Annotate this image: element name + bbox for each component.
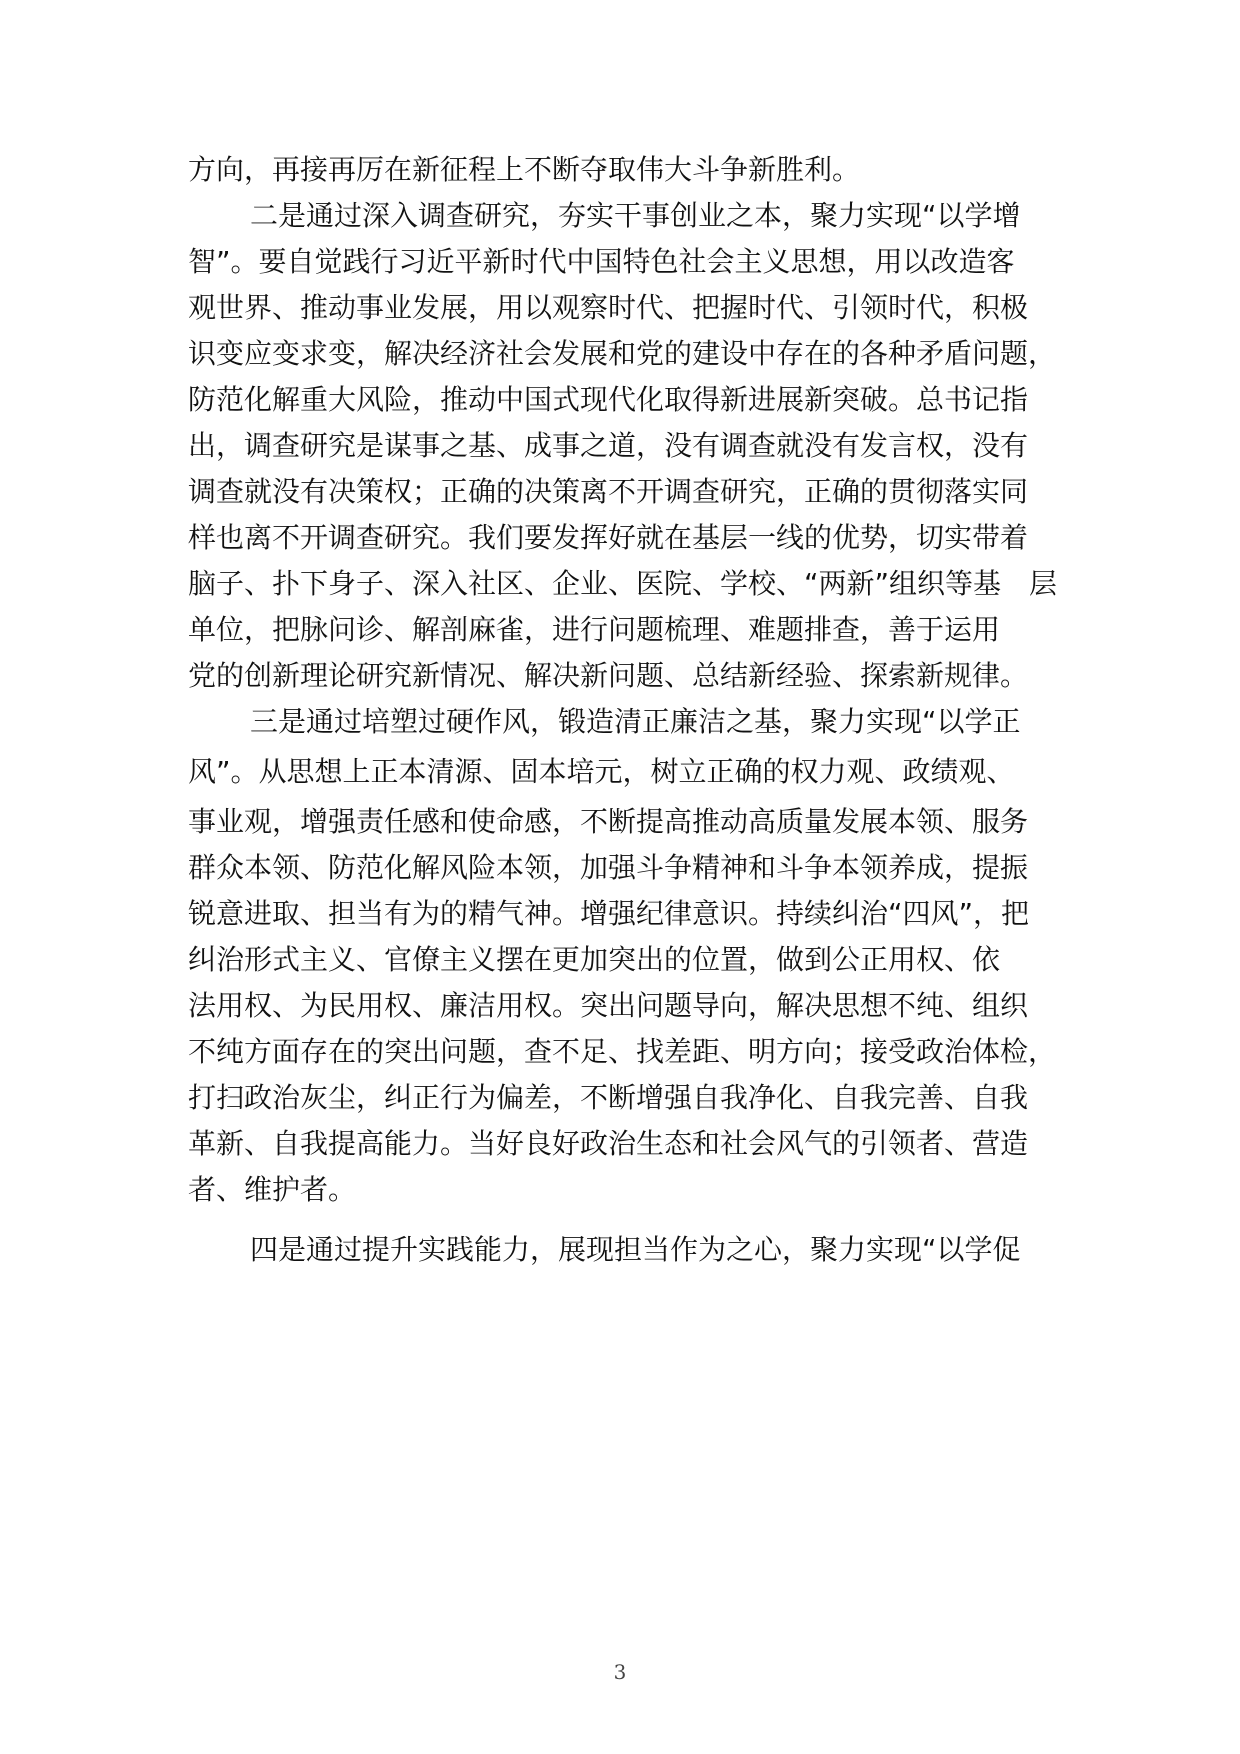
text-line: 党的创新理论研究新情况、解决新问题、总结新经验、探索新规律。 — [188, 659, 1029, 692]
text-line: 事业观，增强责任感和使命感，不断提高推动高质量发展本领、服务 — [188, 805, 1029, 838]
text-line: 防范化解重大风险，推动中国式现代化取得新进展新突破。总书记指 — [188, 383, 1029, 416]
text-line: 群众本领、防范化解风险本领，加强斗争精神和斗争本领养成，提振 — [188, 851, 1029, 884]
text-line: 调查就没有决策权；正确的决策离不开调查研究，正确的贯彻落实同 — [188, 475, 1029, 508]
paragraph-start-line: 四是通过提升实践能力，展现担当作为之心，聚力实现“以学促 — [250, 1233, 1021, 1266]
text-line: 法用权、为民用权、廉洁用权。突出问题导向，解决思想不纯、组织 — [188, 989, 1029, 1022]
text-line: 观世界、推动事业发展，用以观察时代、把握时代、引领时代，积极 — [188, 291, 1029, 324]
text-line: 出，调查研究是谋事之基、成事之道，没有调查就没有发言权，没有 — [188, 429, 1029, 462]
text-line: 革新、自我提高能力。当好良好政治生态和社会风气的引领者、营造 — [188, 1127, 1029, 1160]
text-line: 者、维护者。 — [188, 1173, 357, 1206]
text-line: 打扫政治灰尘，纠正行为偏差，不断增强自我净化、自我完善、自我 — [188, 1081, 1029, 1114]
text-line: 样也离不开调查研究。我们要发挥好就在基层一线的优势，切实带着 — [188, 521, 1029, 554]
paragraph-start-line: 三是通过培塑过硬作风，锻造清正廉洁之基，聚力实现“以学正 — [250, 705, 1021, 738]
text-line: 方向，再接再厉在新征程上不断夺取伟大斗争新胜利。 — [188, 153, 861, 186]
text-line: 纠治形式主义、官僚主义摆在更加突出的位置，做到公正用权、依 — [188, 943, 1001, 976]
page-number: 3 — [613, 1660, 627, 1684]
text-line: 锐意进取、担当有为的精气神。增强纪律意识。持续纠治“四风”，把 — [188, 897, 1030, 930]
text-line: 单位，把脉问诊、解剖麻雀，进行问题梳理、难题排查，善于运用 — [188, 613, 1001, 646]
text-line: 脑子、扑下身子、深入社区、企业、医院、学校、“两新”组织等基 层 — [188, 567, 1058, 600]
text-line: 识变应变求变，解决经济社会发展和党的建设中存在的各种矛盾问题， — [188, 337, 1057, 370]
text-line: 不纯方面存在的突出问题，查不足、找差距、明方向；接受政治体检， — [188, 1035, 1057, 1068]
text-line: 风”。从思想上正本清源、固本培元，树立正确的权力观、政绩观、 — [188, 755, 1015, 788]
paragraph-start-line: 二是通过深入调查研究，夯实干事创业之本，聚力实现“以学增 — [250, 199, 1021, 232]
text-line: 智”。要自觉践行习近平新时代中国特色社会主义思想，用以改造客 — [188, 245, 1015, 278]
